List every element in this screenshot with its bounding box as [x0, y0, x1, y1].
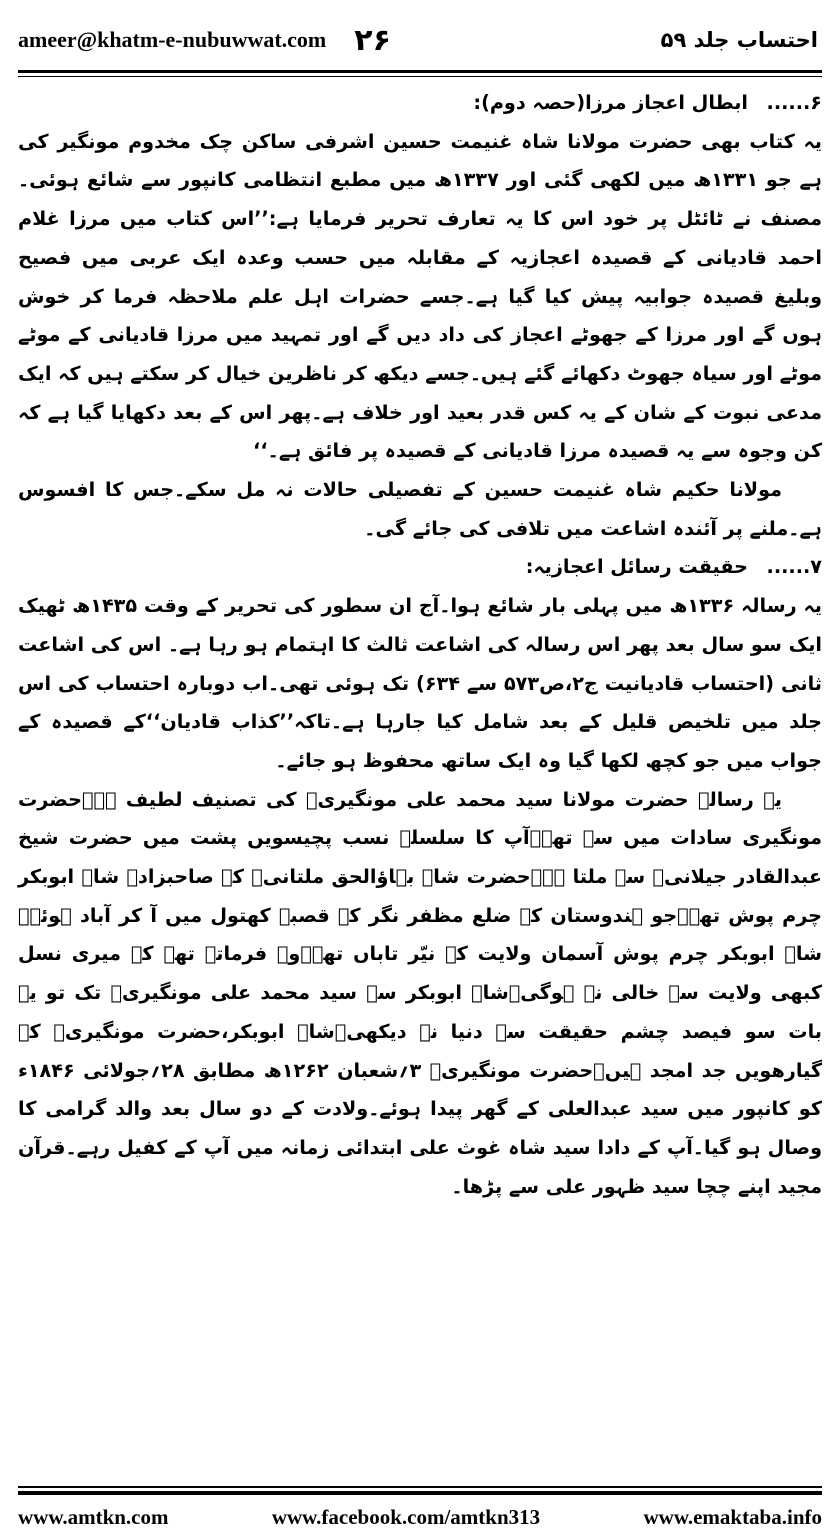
footer-link-emaktaba[interactable]: www.emaktaba.info: [643, 1504, 822, 1529]
footer-link-amtkn[interactable]: www.amtkn.com: [18, 1504, 169, 1529]
section-7-heading: [18, 548, 822, 587]
header-email: ameer@khatm-e-nubuwwat.com: [18, 27, 327, 52]
paragraph-2: مولانا حکیم شاہ غنیمت حسین کے تفصیلی حالات نہ مل سکے۔جس کا افسوس ہے۔ملنے پر آئندہ اشاعت میں تلافی کی جائے گی۔: [18, 478, 822, 540]
header-left: [18, 23, 391, 58]
section-6-heading: [18, 84, 822, 123]
page-header: [18, 18, 818, 62]
paragraph-1: یہ کتاب بھی حضرت مولانا شاہ غنیمت حسین اشرفی ساکن چک مخدوم مونگیر کی ہے جو ۱۳۳۱ھ میں لکھی گئی اور ۱۳۳۷ھ میں مطبع انتظامی کانپور سے شائع ہوئی۔ مصنف نے ٹائٹل پر خود اس کا یہ تعارف تحریر فرمایا ہے:’’اس کتاب میں مرزا غلام احمد قادیانی کے قصیدہ اعجازیہ کے مقابلہ میں حسب وعدہ ایک عربی میں فصیح وبلیغ قصیدہ جوابیہ پیش کیا گیا ہے۔جسے حضرات اہل علم ملاحظہ فرما کر خوش ہوں گے اور مرزا کے جھوٹے اعجاز کی داد دیں گے اور تمہید میں مرزا قادیانی کے موٹے موٹے اور سیاہ جھوٹ دکھائے گئے ہیں۔جسے دیکھ کر ناظرین خیال کر سکتے ہیں کہ ایک مدعی نبوت کے شان کے یہ کس قدر بعید اور خلاف ہے۔پھر اس کے بعد دکھایا گیا ہے کہ کن وجوہ سے یہ قصیدہ مرزا قادیانی کے قصیدہ پر فائق ہے۔‘‘: [18, 129, 822, 463]
section-7-title: حقیقت رسائل اعجازیہ:: [525, 555, 748, 579]
page-body: [18, 84, 822, 1476]
footer-rule: [18, 1486, 822, 1495]
page-number: ۲۶: [354, 22, 391, 58]
section-7-number: ۷......: [766, 555, 822, 579]
section-6-title: ابطال اعجاز مرزا(حصہ دوم):: [473, 91, 748, 114]
section-6-number: ۶......: [766, 91, 822, 114]
page-footer: [18, 1500, 822, 1534]
paragraph-4: یہ رسالہ حضرت مولانا سید محمد علی مونگیریؒ کی تصنیف لطیف ہے۔حضرت مونگیری سادات میں سے تھے۔آپ کا سلسلہ نسب پچیسویں پشت میں حضرت شیخ عبدالقادر جیلانیؒ سے ملتا ہے۔حضرت شاہ بہاؤالحق ملتانیؒ کے صاحبزادہ شاہ ابوبکر چرم پوش تھے۔جو ہندوستان کے ضلع مظفر نگر کے قصبہ کھتول میں آ کر آباد ہوئے۔شاہ ابوبکر چرم پوش آسمان ولایت کے نیّر تاباں تھے۔وہ فرماتے تھے کہ میری نسل کبھی ولایت سے خالی نہ ہوگی۔شاہ ابوبکر سے سید محمد علی مونگیریؒ تک تو یہ بات سو فیصد چشم حقیقت سے دنیا نے دیکھی۔شاہ ابوبکر،حضرت مونگیریؒ کے گیارھویں جد امجد ہیں۔حضرت مونگیریؒ ۳؍شعبان ۱۲۶۲ھ مطابق ۲۸؍جولائی ۱۸۴۶ء کو کانپور میں سید عبدالعلی کے گھر پیدا ہوئے۔ولادت کے دو سال بعد والد گرامی کا وصال ہو گیا۔آپ کے دادا سید شاہ غوث علی ابتدائی زمانہ میں آپ کے کفیل رہے۔قرآن مجید اپنے چچا سید ظہور علی سے پڑھا۔: [18, 787, 823, 1198]
header-rule: [18, 70, 822, 77]
footer-link-facebook[interactable]: www.facebook.com/amtkn313: [271, 1504, 541, 1529]
volume-title: احتساب جلد ۵۹: [660, 28, 818, 52]
paragraph-3: یہ رسالہ ۱۳۳۶ھ میں پہلی بار شائع ہوا۔آج ان سطور کی تحریر کے وقت ۱۴۳۵ھ ٹھیک ایک سو سال بعد پھر اس رسالہ کی اشاعت ثالث کا اہتمام ہو رہا ہے۔ اس کی اشاعت ثانی (احتساب قادیانیت ج۲،ص۵۷۳ سے ۶۳۴) تک ہوئی تھی۔اب دوبارہ احتساب کی اس جلد میں تلخیص قلیل کے بعد شامل کیا جارہا ہے۔تاکہ’’کذاب قادیان‘‘کے قصیدہ کے جواب میں جو کچھ لکھا گیا وہ ایک ساتھ محفوظ ہو جائے۔: [18, 594, 822, 772]
